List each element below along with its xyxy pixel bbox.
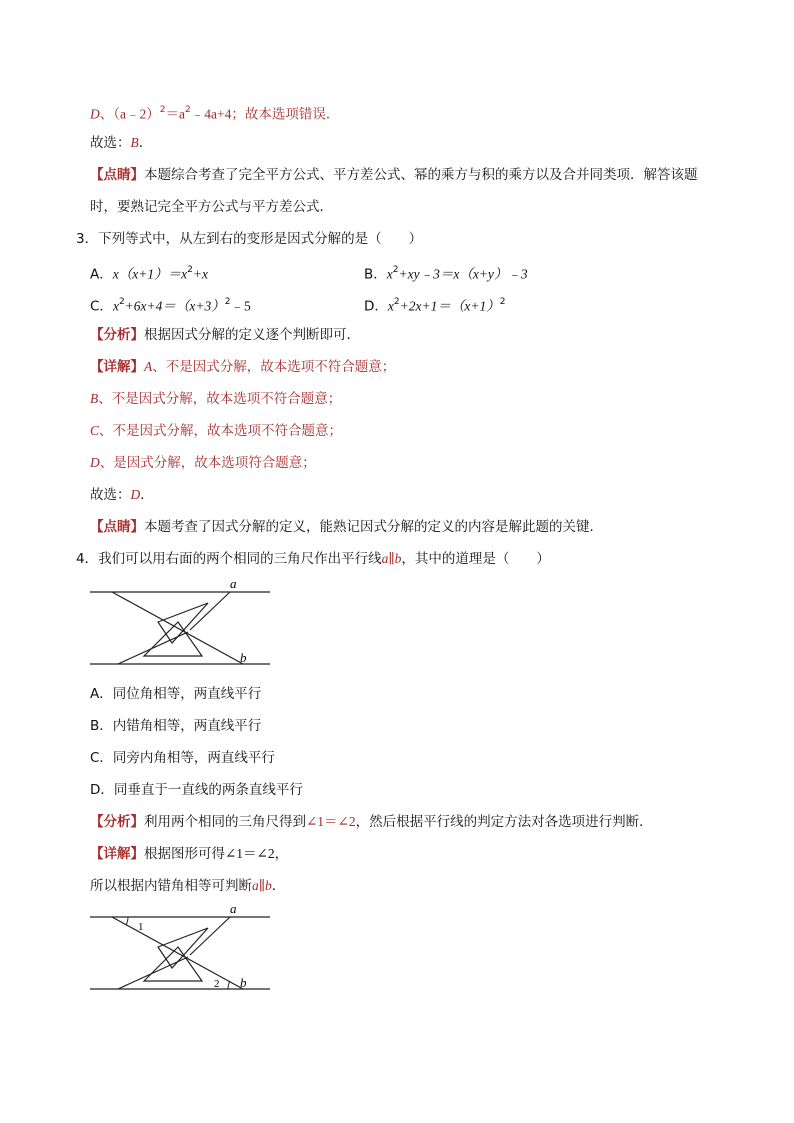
q3-detail-d: D、是因式分解，故本选项符合题意；: [90, 455, 316, 471]
label-a: a: [230, 903, 237, 916]
q3-option-c: C．$x^2+6x+4=(x+3)^2﹣5$: [90, 297, 251, 315]
q4-figure-solution: [88, 903, 278, 995]
q3-option-a: A．$x(x+1)=x^2+x$: [90, 265, 208, 283]
ruler-edge-upper: [190, 917, 230, 955]
q4-option-a: A．同位角相等，两直线平行: [90, 686, 262, 702]
label-angle-1: 1: [138, 921, 144, 933]
q4-option-b: B．内错角相等，两直线平行: [90, 718, 262, 734]
label-b: b: [240, 975, 247, 990]
q2-comment-line2: 时，要熟记完全平方公式与平方差公式．: [90, 199, 333, 215]
q3-option-d: D．$x^2+2x+1=(x+1)^2$: [364, 297, 506, 315]
q4-analysis: 【分析】利用两个相同的三角尺得到∠1＝∠2，然后根据平行线的判定方法对各选项进行判断．: [90, 814, 653, 830]
q2-option-d-explanation: D、$(a﹣2)^2=a^2﹣4a+4$；故本选项错误．: [90, 105, 340, 123]
q4-stem: 4．我们可以用右面的两个相同的三角尺作出平行线a∥b，其中的道理是（ ）: [76, 551, 550, 567]
label-angle-2: 2: [214, 978, 220, 990]
q3-option-b: B．$x^2+xy﹣3=x(x+y)﹣3$: [364, 265, 528, 283]
q4-detail: 【详解】根据图形可得∠1＝∠2，: [90, 846, 289, 862]
q3-detail-b: B、不是因式分解，故本选项不符合题意；: [90, 391, 342, 407]
q3-detail-c: C、不是因式分解，故本选项不符合题意；: [90, 423, 343, 439]
q4-option-d: D．同垂直于一直线的两条直线平行: [90, 782, 303, 798]
q3-analysis: 【分析】根据因式分解的定义逐个判断即可．: [90, 327, 360, 343]
ruler-edge-upper: [190, 592, 230, 630]
label-a: a: [230, 578, 237, 591]
ruler-hypotenuse: [112, 592, 243, 664]
q2-answer: 故选：B．: [90, 135, 153, 151]
ruler-hypotenuse: [112, 917, 243, 989]
ruler-hole-upper: [158, 928, 208, 968]
ruler-hole-upper: [158, 603, 208, 643]
q4-figure-triangle-rulers: [88, 578, 278, 670]
q4-conclusion: 所以根据内错角相等可判断a∥b．: [90, 878, 286, 894]
q3-comment: 【点睛】本题考查了因式分解的定义，能熟记因式分解的定义的内容是解此题的关键．: [90, 519, 603, 535]
q2-comment-line1: 【点睛】本题综合考查了完全平方公式、平方差公式、幂的乘方与积的乘方以及合并同类项．解答该题: [90, 167, 698, 183]
angle-2-arc: [228, 981, 230, 989]
angle-1-arc: [126, 917, 128, 925]
q4-option-c: C．同旁内角相等，两直线平行: [90, 750, 275, 766]
label-b: b: [240, 650, 247, 665]
q3-detail-a: 【详解】A、不是因式分解，故本选项不符合题意；: [90, 359, 396, 375]
q3-answer: 故选：D．: [90, 487, 154, 503]
q3-stem: 3．下列等式中，从左到右的变形是因式分解的是（ ）: [76, 231, 423, 247]
